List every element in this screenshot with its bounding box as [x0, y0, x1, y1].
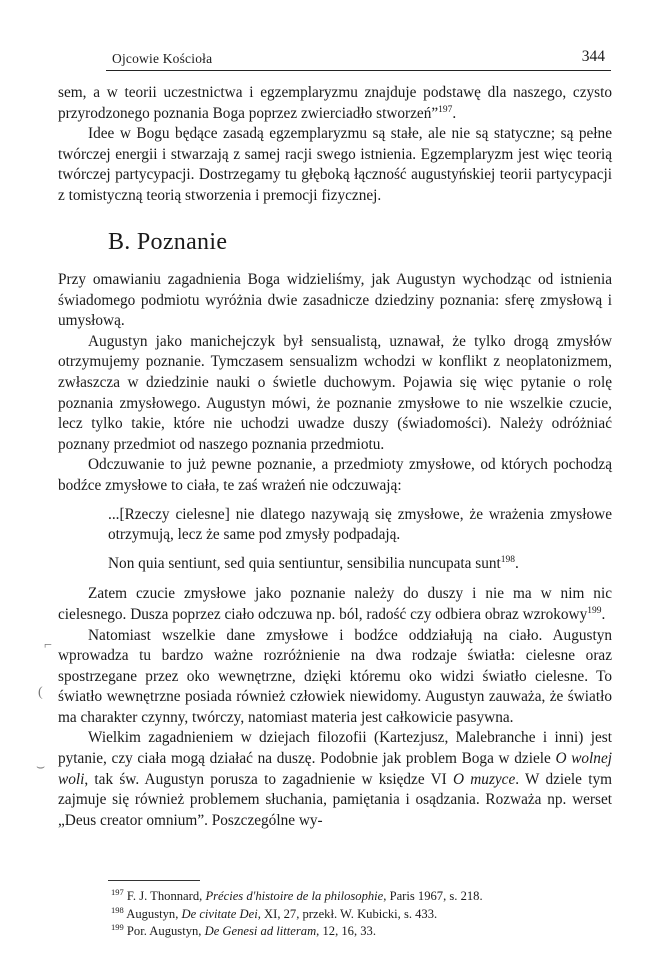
- footnote-ref: 197: [438, 104, 453, 115]
- footnotes: [111, 888, 611, 941]
- footnote: $^{197}$ F. J. Thonnard, Précies d'histoire de la philosophie, Paris 1967, s. 218.: [111, 886, 483, 903]
- paragraph: Augustyn jako manichejczyk był sensualistą, uznawał, że tylko drogą zmysłów otrzymujemy poznanie. Tymczasem sensualizm wchodzi w konflikt z neoplatonizmem, zwłaszcza w dziedzinie nauki o świetle duchowym. Pojawia się więc pytanie o rolę poznania zmysłowego. Augustyn mówi, że poznanie zmysłowe to nie wszelkie czucie, lecz tylko takie, które nie uchodzi uwadze duszy (świadomości). Należy odróżniać poznany przedmiot od naszego poznania przedmiotu.: [58, 332, 612, 453]
- pencil-mark: (: [38, 685, 43, 700]
- paragraph: sem, a w teorii uczestnictwa i egzemplaryzmu znajduje podstawę dla naszego, czysto przyrodzonego poznania Boga poprzez zwierciadło stworzeń”$^{197}$.: [58, 84, 612, 122]
- paragraph: Wielkim zagadnieniem w dziejach filozofii (Kartezjusz, Malebranche i inni) jest pytanie, czy ciała mogą działać na duszę. Podobnie jak problem Boga w dziele O wolnej woli, tak św. Augustyn porusza to zagadnienie w księdze VI O muzyce. W dziele tym zajmuje się również problemem słuchania, pamiętania i osądzania. Rozważa np. werset „Deus creator omnium”. Poszczególne wy-: [58, 729, 612, 829]
- book-title: O muzyce: [452, 770, 516, 788]
- footnote: $^{198}$ Augustyn, De civitate Dei, XI, 27, przekł. W. Kubicki, s. 433.: [111, 904, 438, 921]
- section-text-block: [58, 270, 612, 831]
- footnote-ref: 199: [587, 605, 602, 616]
- running-header: [106, 48, 611, 71]
- block-quote-latin: Non quia sentiunt, sed quia sentiuntur, sensibilia nuncupata sunt$^{198}$.: [108, 554, 519, 572]
- paragraph: Przy omawianiu zagadnienia Boga widzieliśmy, jak Augustyn wychodząc od istnienia świadomego podmiotu wyróżnia dwie zasadnicze dziedziny poznania: sferę zmysłową i umysłową.: [58, 271, 612, 330]
- page-number: 344: [581, 48, 605, 65]
- paragraph: Natomiast wszelkie dane zmysłowe i bodźce oddziałują na ciało. Augustyn wprowadza tu bardzo ważne rozróżnienie na dwa rodzaje światła: cielesne oraz spostrzegane przez oko wewnętrzne, dzięki któremu oko widzi światło cielesne. To światło wewnętrzne posiada również człowiek niewidomy. Augustyn zauważa, że światło ma charakter czynny, twórczy, natomiast materia jest całkowicie pasywna.: [58, 626, 612, 726]
- pencil-mark: ⌣: [36, 760, 46, 775]
- pencil-mark: ⌐: [44, 638, 52, 653]
- paragraph: Odczuwanie to już pewne poznanie, a przedmioty zmysłowe, od których pochodzą bodźce zmysłowe to ciała, te zaś wrażeń nie odczuwają:: [58, 456, 612, 494]
- running-title: Ojcowie Kościoła: [112, 51, 213, 66]
- paragraph: Idee w Bogu będące zasadą egzemplaryzmu są stałe, ale nie są statyczne; są pełne twórczej energii i stwarzają z samej racji swego istnienia. Egzemplaryzm jest więc teorią twórczej partycypacji. Dostrzegamy tu głęboką łączność augustyńskiej teorii partycypacji z tomistyczną teorią stworzenia i premocji fizycznej.: [58, 125, 612, 204]
- block-quote: ...[Rzeczy cielesne] nie dlatego nazywają się zmysłowe, że wrażenia zmysłowe otrzymują, lecz że same pod zmysły podpadają.: [108, 505, 612, 544]
- section-heading: B. Poznanie: [108, 229, 228, 255]
- continued-text-block: [58, 83, 612, 207]
- book-title: O wolnej woli: [58, 750, 612, 788]
- paragraph: Zatem czucie zmysłowe jako poznanie należy do duszy i nie ma w nim nic cielesnego. Dusza poprzez ciało odczuwa np. ból, radość czy odbiera obraz wzrokowy$^{199}$.: [58, 585, 612, 623]
- footnote-ref: 198: [500, 554, 516, 565]
- footnote: $^{199}$ Por. Augustyn, De Genesi ad litteram, 12, 16, 33.: [111, 921, 376, 938]
- footnote-divider: [108, 880, 200, 881]
